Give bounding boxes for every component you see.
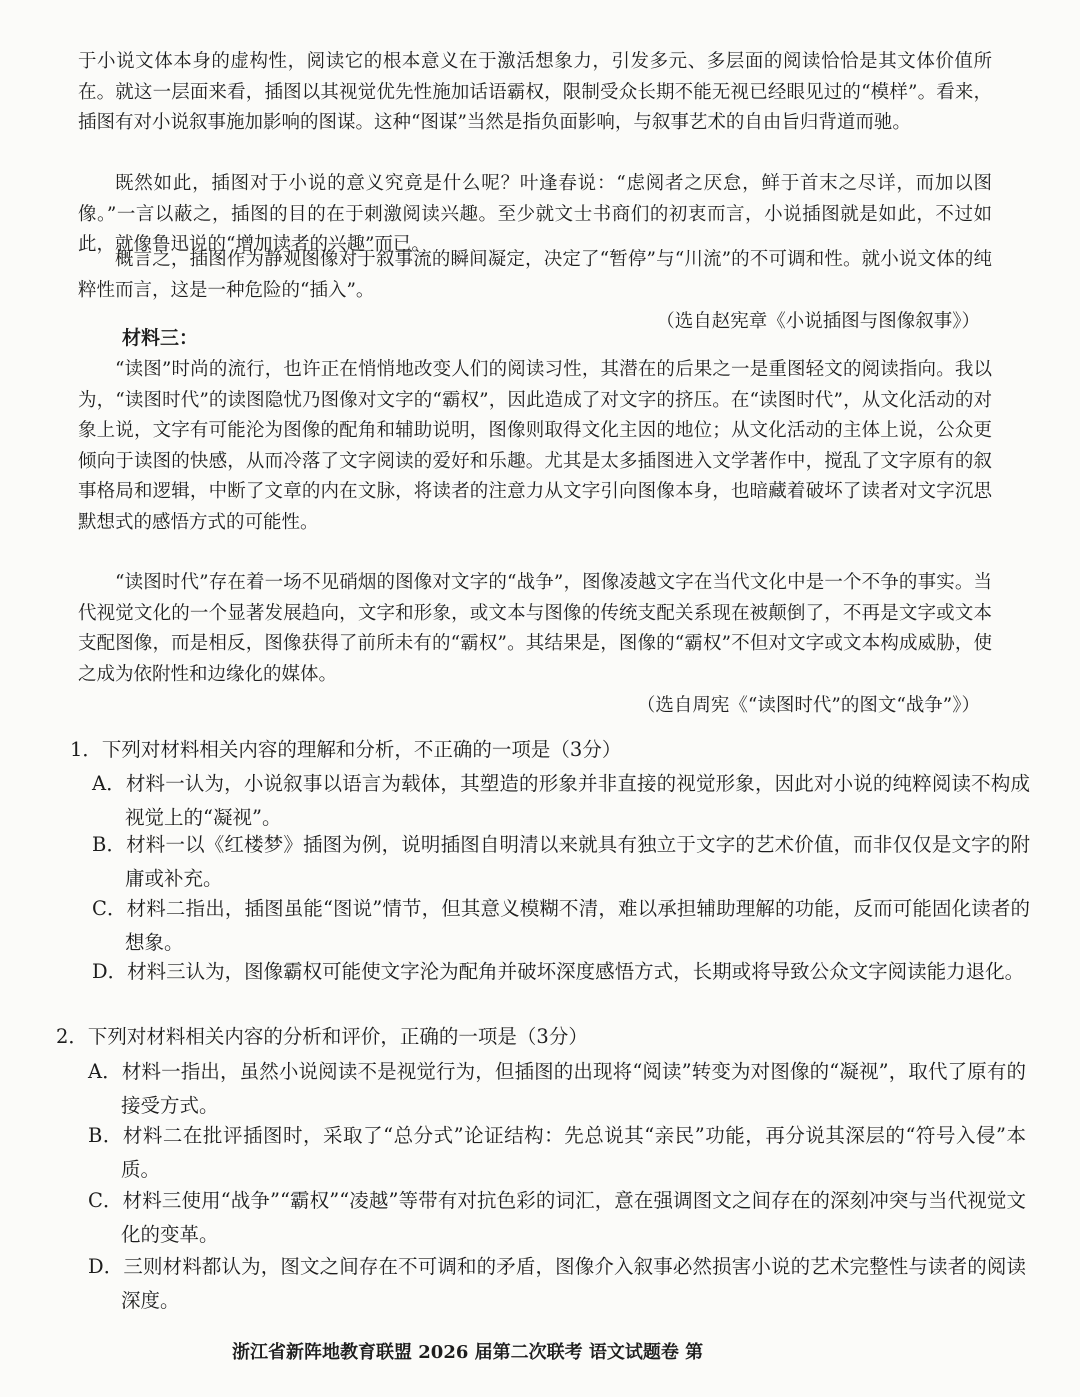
question-1-option-b: B．材料一以《红楼梦》插图为例，说明插图自明清以来就具有独立于文字的艺术价值，而非仅仅是文字的附庸或补充。 xyxy=(92,833,1030,890)
material3-source: （选自周宪《“读图时代”的图文“战争”》） xyxy=(636,695,980,716)
page-footer: 浙江省新阵地教育联盟 2026 届第二次联考 语文试题卷 第 xyxy=(232,1342,704,1363)
question-1-option-a: A．材料一认为，小说叙事以语言为载体，其塑造的形象并非直接的视觉形象，因此对小说的纯粹阅读不构成视觉上的“凝视”。 xyxy=(92,772,1030,829)
material2-paragraph-3: 概言之，插图作为静观图像对于叙事流的瞬间凝定，决定了“暂停”与“川流”的不可调和性。就小说文体的纯粹性而言，这是一种危险的“插入”。 xyxy=(78,249,992,301)
question-2-option-b: B．材料二在批评插图时，采取了“总分式”论证结构：先总说其“亲民”功能，再分说其深层的“符号入侵”本质。 xyxy=(88,1124,1026,1181)
question-2-option-d: D．三则材料都认为，图文之间存在不可调和的矛盾，图像介入叙事必然损害小说的艺术完整性与读者的阅读深度。 xyxy=(88,1255,1026,1312)
material3-paragraph-2: “读图时代”存在着一场不见硝烟的图像对文字的“战争”，图像凌越文字在当代文化中是一个不争的事实。当代视觉文化的一个显著发展趋向，文字和形象，或文本与图像的传统支配关系现在被颠倒了，不再是文字或文本支配图像，而是相反，图像获得了前所未有的“霸权”。其结果是，图像的“霸权”不但对文字或文本构成威胁，使之成为依附性和边缘化的媒体。 xyxy=(78,572,992,685)
question-2-option-c: C．材料三使用“战争”“霸权”“凌越”等带有对抗色彩的词汇，意在强调图文之间存在的深刻冲突与当代视觉文化的变革。 xyxy=(88,1189,1026,1246)
question-1-option-c: C．材料二指出，插图虽能“图说”情节，但其意义模糊不清，难以承担辅助理解的功能，反而可能固化读者的想象。 xyxy=(92,897,1030,954)
material3-title: 材料三： xyxy=(122,327,199,349)
question-1-stem: 1．下列对材料相关内容的理解和分析，不正确的一项是（3分） xyxy=(70,738,622,761)
material2-paragraph-1: 于小说文体本身的虚构性，阅读它的根本意义在于激活想象力，引发多元、多层面的阅读恰恰是其文体价值所在。就这一层面来看，插图以其视觉优先性施加话语霸权，限制受众长期不能无视已经眼见过的“模样”。看来，插图有对小说叙事施加影响的图谋。这种“图谋”当然是指负面影响，与叙事艺术的自由旨归背道而驰。 xyxy=(78,51,992,133)
question-2-option-a: A．材料一指出，虽然小说阅读不是视觉行为，但插图的出现将“阅读”转变为对图像的“凝视”，取代了原有的接受方式。 xyxy=(88,1060,1026,1117)
material2-paragraph-2: 既然如此，插图对于小说的意义究竟是什么呢？叶逢春说：“虑阅者之厌怠，鲜于首末之尽详，而加以图像。”一言以蔽之，插图的目的在于刺激阅读兴趣。至少就文士书商们的初衷而言，小说插图就是如此，不过如此，就像鲁迅说的“增加读者的兴趣”而已。 xyxy=(78,173,992,255)
material3-paragraph-1: “读图”时尚的流行，也许正在悄悄地改变人们的阅读习性，其潜在的后果之一是重图轻文的阅读指向。我以为，“读图时代”的读图隐忧乃图像对文字的“霸权”，因此造成了对文字的挤压。在“读图时代”，从文化活动的对象上说，文字有可能沦为图像的配角和辅助说明，图像则取得文化主因的地位；从文化活动的主体上说，公众更倾向于读图的快感，从而冷落了文字阅读的爱好和乐趣。尤其是太多插图进入文学著作中，搅乱了文字原有的叙事格局和逻辑，中断了文章的内在文脉，将读者的注意力从文字引向图像本身，也暗藏着破坏了读者对文字沉思默想式的感悟方式的可能性。 xyxy=(78,359,992,533)
material2-source: （选自赵宪章《小说插图与图像叙事》） xyxy=(656,311,980,332)
question-1-option-d: D．材料三认为，图像霸权可能使文字沦为配角并破坏深度感悟方式，长期或将导致公众文字阅读能力退化。 xyxy=(92,960,1025,983)
question-2-stem: 2．下列对材料相关内容的分析和评价，正确的一项是（3分） xyxy=(56,1025,588,1048)
